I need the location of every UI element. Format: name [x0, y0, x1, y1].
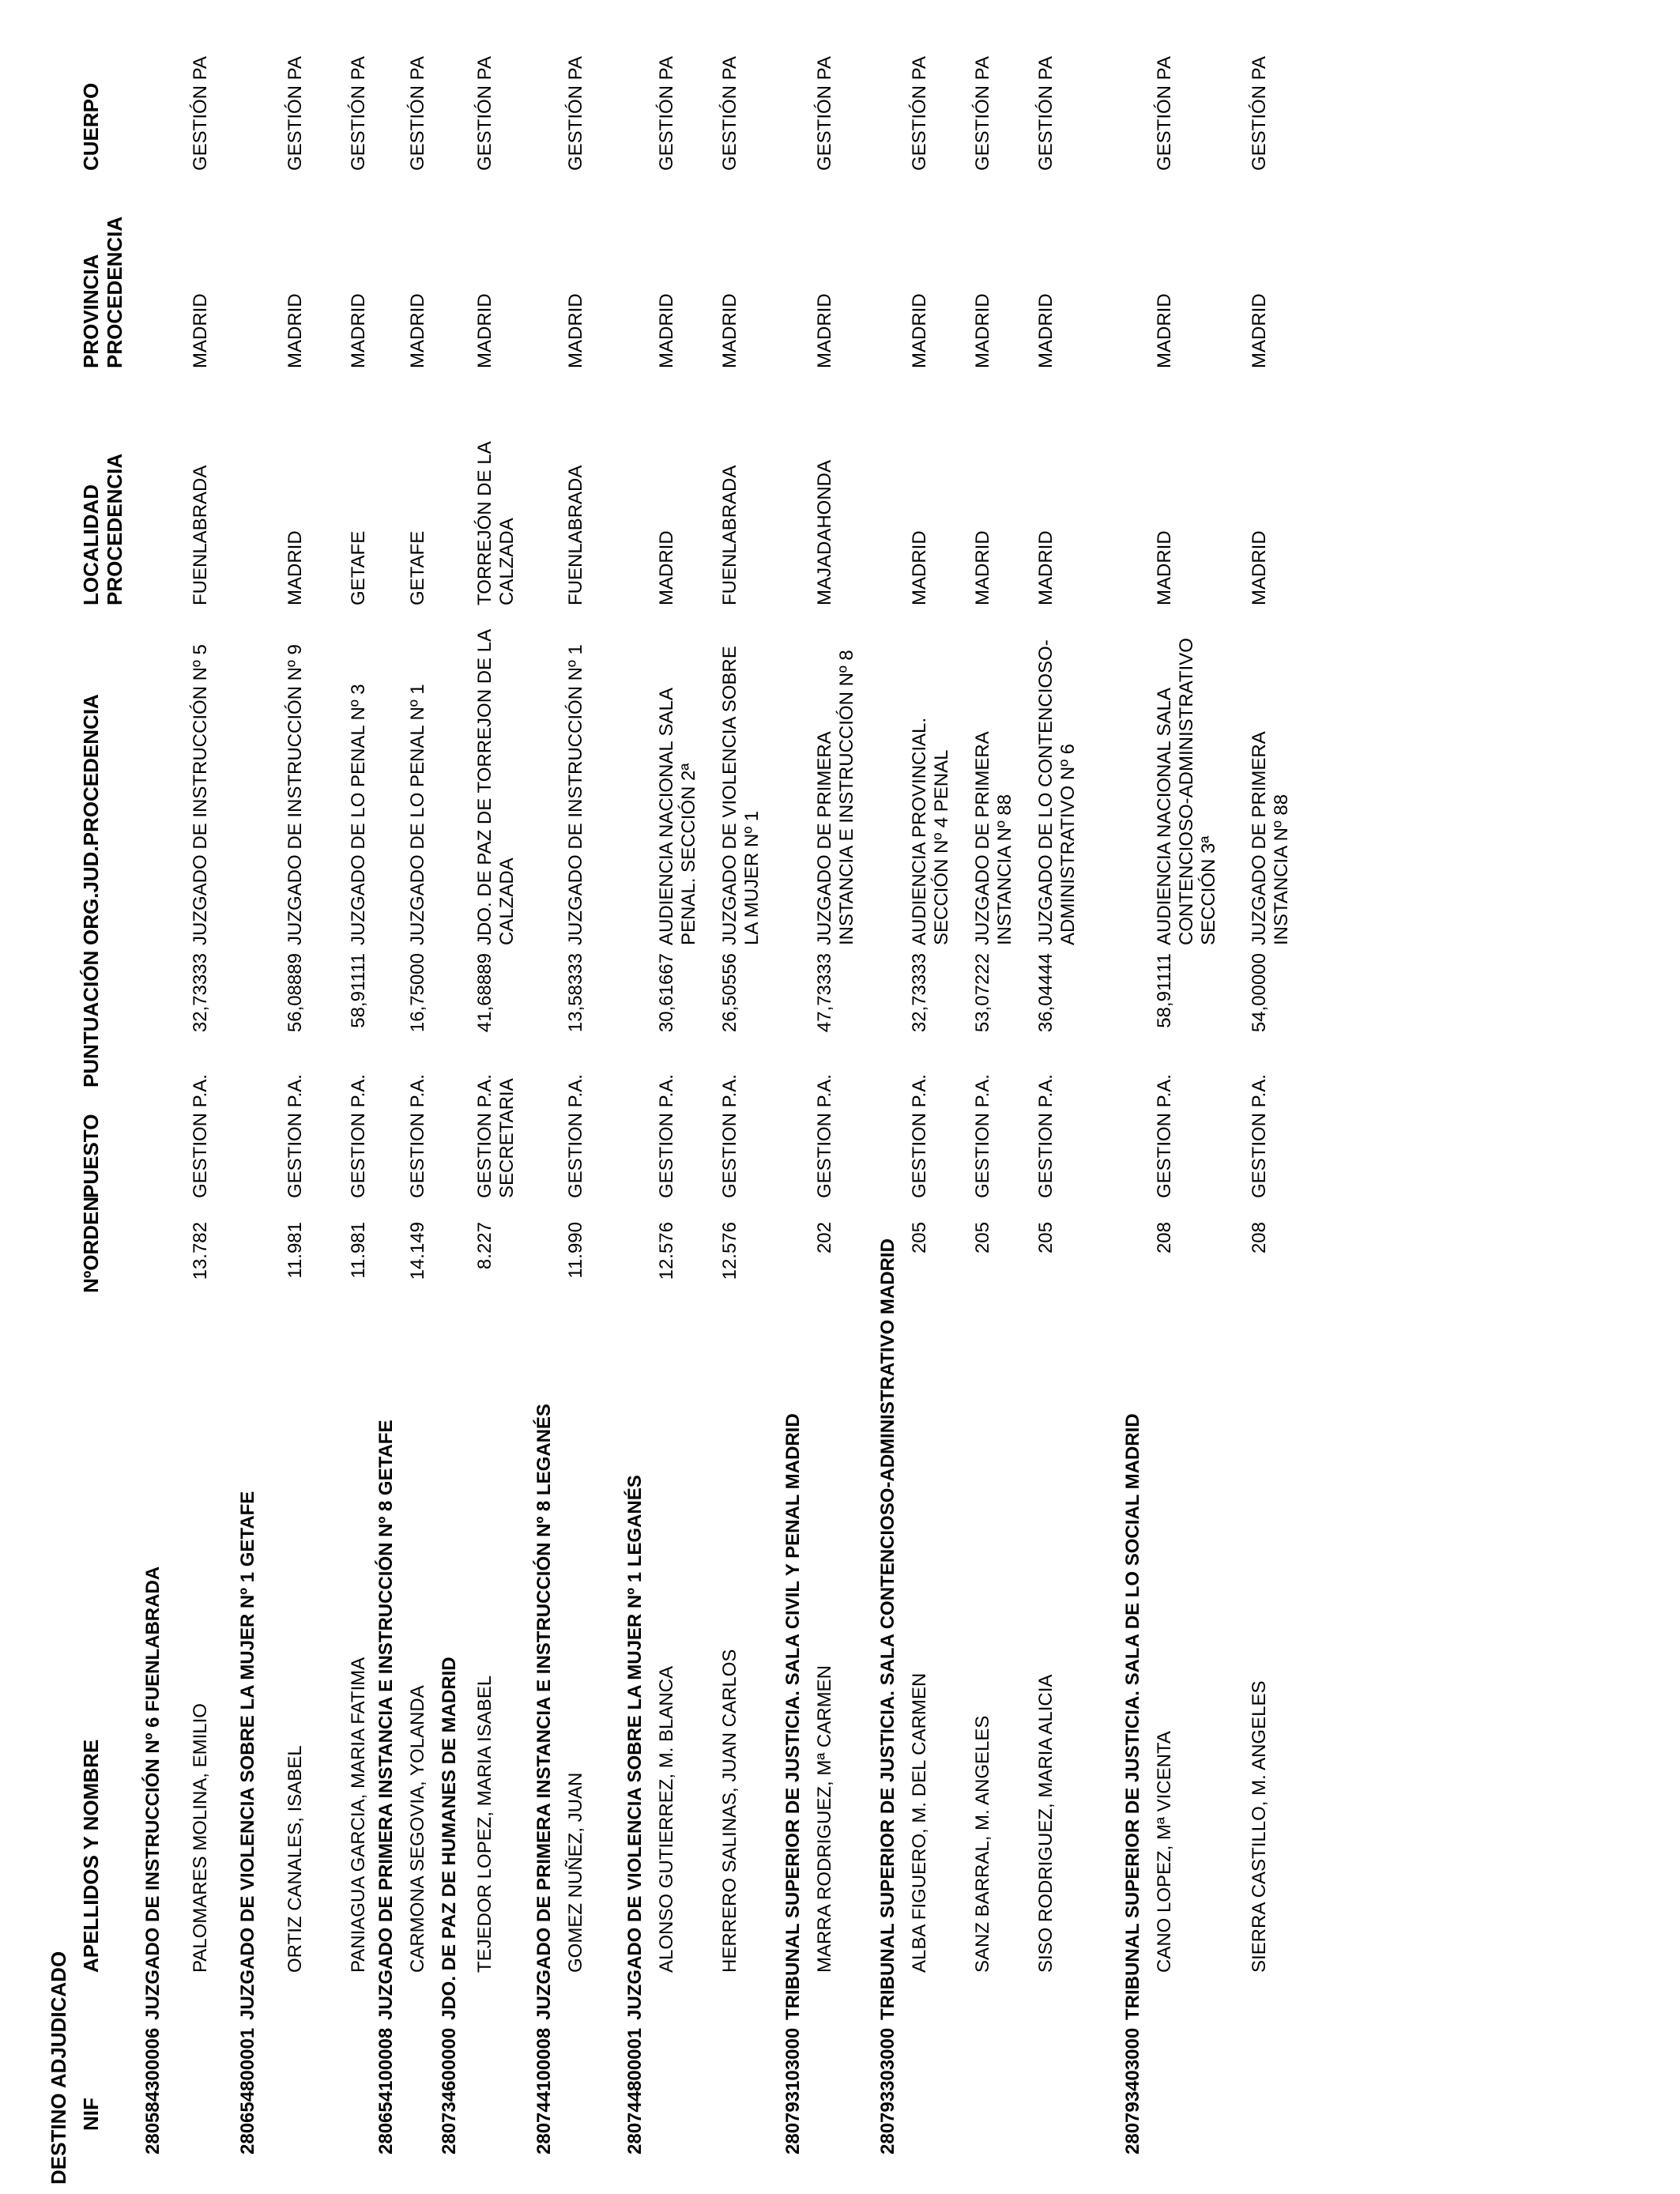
row-puesto: GESTION P.A. [284, 1074, 306, 1198]
row-puesto: GESTION P.A. [1249, 1074, 1270, 1198]
row-localidad: FUENLABRADA [719, 465, 740, 605]
row-cuerpo: GESTIÓN PA [1249, 56, 1270, 171]
row-provincia: MADRID [190, 293, 211, 368]
group-nif: 280744800001 [624, 2027, 646, 2154]
row-puesto: GESTION P.A. [190, 1074, 211, 1198]
row-org: AUDIENCIA NACIONAL SALA CONTENCIOSO-ADMINISTRATIVO SECCIÓN 3ª [1154, 638, 1219, 945]
row-puntuacion: 36,04444 [1035, 953, 1057, 1033]
row-org: JUZGADO DE PRIMERA INSTANCIA Nº 88 [1249, 732, 1292, 945]
row-puesto: GESTION P.A. [656, 1074, 677, 1198]
row-provincia: MADRID [814, 293, 835, 368]
row-orden: 208 [1249, 1222, 1270, 1254]
row-localidad: MADRID [1154, 530, 1175, 605]
row-nombre: ALONSO GUTIERREZ, M. BLANCA [656, 1665, 677, 1973]
row-org: AUDIENCIA PROVINCIAL. SECCIÓN Nº 4 PENAL [909, 717, 952, 945]
row-puesto: GESTION P.A. [1154, 1074, 1175, 1198]
row-puesto: GESTION P.A. [407, 1074, 428, 1198]
row-provincia: MADRID [972, 293, 993, 368]
row-cuerpo: GESTIÓN PA [909, 56, 930, 171]
row-puesto: GESTION P.A. [565, 1074, 586, 1198]
row-orden: 205 [1035, 1222, 1057, 1254]
row-cuerpo: GESTIÓN PA [565, 56, 586, 171]
row-cuerpo: GESTIÓN PA [284, 56, 306, 171]
row-provincia: MADRID [565, 293, 586, 368]
row-puesto: GESTION P.A. [972, 1074, 993, 1198]
header-cuerpo: CUERPO [79, 82, 103, 171]
row-provincia: MADRID [1154, 293, 1175, 368]
row-cuerpo: GESTIÓN PA [972, 56, 993, 171]
header-puntuacion: PUNTUACIÓN [79, 950, 103, 1088]
group-nif: 280734600000 [439, 2027, 460, 2154]
group-nif: 280654100008 [375, 2027, 397, 2154]
row-provincia: MADRID [1035, 293, 1057, 368]
row-org: JUZGADO DE INSTRUCCIÓN Nº 1 [565, 644, 586, 945]
row-nombre: ORTIZ CANALES, ISABEL [284, 1745, 306, 1973]
header-localidad: LOCALIDAD PROCEDENCIA [79, 453, 126, 605]
row-nombre: SISO RODRIGUEZ, MARIA ALICIA [1035, 1674, 1057, 1973]
row-orden: 8.227 [474, 1222, 495, 1270]
row-puntuacion: 54,00000 [1249, 953, 1270, 1033]
group-nif: 280793403000 [1122, 2027, 1143, 2154]
row-orden: 11.990 [565, 1222, 586, 1279]
group-destino: TRIBUNAL SUPERIOR DE JUSTICIA. SALA CONTENCIOSO-ADMINISTRATIVO MADRID [877, 1238, 898, 2020]
row-nombre: SIERRA CASTILLO, M. ANGELES [1249, 1680, 1270, 1973]
header-org: ORG.JUD.PROCEDENCIA [79, 694, 103, 945]
row-localidad: MADRID [972, 530, 993, 605]
row-provincia: MADRID [407, 293, 428, 368]
row-orden: 202 [814, 1222, 835, 1254]
row-org: JUZGADO DE LO CONTENCIOSO-ADMINISTRATIVO Nº 6 [1035, 639, 1079, 945]
row-nombre: ALBA FIGUERO, M. DEL CARMEN [909, 1672, 930, 1973]
row-nombre: CANO LOPEZ, Mª VICENTA [1154, 1731, 1175, 1973]
row-orden: 13.782 [190, 1222, 211, 1280]
row-puntuacion: 58,91111 [348, 953, 369, 1028]
row-orden: 14.149 [407, 1222, 428, 1280]
row-orden: 205 [909, 1222, 930, 1254]
row-org: AUDIENCIA NACIONAL SALA PENAL. SECCIÓN 2ª [656, 688, 699, 945]
row-puntuacion: 13,58333 [565, 953, 586, 1033]
group-nif: 280654800001 [237, 2027, 258, 2154]
group-destino: JUZGADO DE PRIMERA INSTANCIA E INSTRUCCIÓN Nº 8 GETAFE [375, 1419, 397, 2020]
row-puntuacion: 58,91111 [1154, 953, 1175, 1028]
group-destino: TRIBUNAL SUPERIOR DE JUSTICIA. SALA DE LO SOCIAL MADRID [1122, 1413, 1143, 2020]
row-puntuacion: 47,73333 [814, 953, 835, 1033]
row-localidad: MADRID [656, 530, 677, 605]
row-provincia: MADRID [719, 293, 740, 368]
row-puntuacion: 32,73333 [909, 953, 930, 1033]
row-nombre: PALOMARES MOLINA, EMILIO [190, 1703, 211, 1973]
row-nombre: SANZ BARRAL, M. ANGELES [972, 1715, 993, 1973]
row-org: JUZGADO DE LO PENAL Nº 1 [407, 684, 428, 945]
row-localidad: MADRID [1035, 530, 1057, 605]
row-localidad: FUENLABRADA [190, 465, 211, 605]
row-orden: 208 [1154, 1222, 1175, 1254]
row-cuerpo: GESTIÓN PA [719, 56, 740, 171]
row-nombre: TEJEDOR LOPEZ, MARIA ISABEL [474, 1675, 495, 1973]
row-nombre: CARMONA SEGOVIA, YOLANDA [407, 1685, 428, 1973]
row-org: JUZGADO DE VIOLENCIA SOBRE LA MUJER Nº 1 [719, 646, 763, 945]
row-provincia: MADRID [1249, 293, 1270, 368]
row-cuerpo: GESTIÓN PA [814, 56, 835, 171]
row-cuerpo: GESTIÓN PA [348, 56, 369, 171]
header-orden: NºORDEN [79, 1196, 103, 1293]
row-localidad: MAJADAHONDA [814, 459, 835, 605]
row-puesto: GESTION P.A. SECRETARIA [474, 1074, 518, 1198]
row-nombre: HERRERO SALINAS, JUAN CARLOS [719, 1649, 740, 1973]
row-cuerpo: GESTIÓN PA [1154, 56, 1175, 171]
row-org: JUZGADO DE PRIMERA INSTANCIA Nº 88 [972, 732, 1015, 945]
row-localidad: MADRID [284, 530, 306, 605]
row-orden: 11.981 [284, 1222, 306, 1279]
group-destino: TRIBUNAL SUPERIOR DE JUSTICIA. SALA CIVIL Y PENAL MADRID [782, 1413, 804, 2020]
group-nif: 280584300006 [142, 2027, 164, 2154]
row-puesto: GESTION P.A. [814, 1074, 835, 1198]
row-org: JUZGADO DE LO PENAL Nº 3 [348, 684, 369, 945]
group-destino: JUZGADO DE PRIMERA INSTANCIA E INSTRUCCIÓN Nº 8 LEGANÉS [533, 1404, 555, 2020]
row-org: JUZGADO DE PRIMERA INSTANCIA E INSTRUCCIÓN Nº 8 [814, 650, 857, 945]
group-destino: JUZGADO DE VIOLENCIA SOBRE LA MUJER Nº 1 GETAFE [237, 1491, 258, 2020]
row-cuerpo: GESTIÓN PA [474, 56, 495, 171]
row-localidad: GETAFE [348, 530, 369, 605]
row-nombre: PANIAGUA GARCIA, MARIA FATIMA [348, 1657, 369, 1973]
header-provincia: PROVINCIA PROCEDENCIA [79, 216, 126, 368]
header-nombre: APELLIDOS Y NOMBRE [79, 1739, 103, 1973]
row-cuerpo: GESTIÓN PA [1035, 56, 1057, 171]
row-puntuacion: 32,73333 [190, 953, 211, 1033]
row-provincia: MADRID [284, 293, 306, 368]
row-org: JUZGADO DE INSTRUCCIÓN Nº 9 [284, 644, 306, 945]
row-orden: 205 [972, 1222, 993, 1254]
row-nombre: GOMEZ NUÑEZ, JUAN [565, 1772, 586, 1973]
group-destino: JDO. DE PAZ DE HUMANES DE MADRID [439, 1657, 460, 2020]
row-provincia: MADRID [656, 293, 677, 368]
row-puesto: GESTION P.A. [909, 1074, 930, 1198]
row-orden: 12.576 [719, 1222, 740, 1280]
row-provincia: MADRID [474, 293, 495, 368]
row-puesto: GESTION P.A. [719, 1074, 740, 1198]
group-nif: 280744100008 [533, 2027, 555, 2154]
row-puntuacion: 26,50556 [719, 953, 740, 1033]
row-localidad: FUENLABRADA [565, 465, 586, 605]
row-puntuacion: 53,07222 [972, 953, 993, 1033]
header-nif: NIF [79, 2098, 103, 2131]
row-puntuacion: 41,68889 [474, 953, 495, 1033]
row-provincia: MADRID [348, 293, 369, 368]
row-puntuacion: 16,75000 [407, 953, 428, 1033]
row-puesto: GESTION P.A. [348, 1074, 369, 1198]
row-puesto: GESTION P.A. [1035, 1074, 1057, 1198]
group-destino: JUZGADO DE VIOLENCIA SOBRE LA MUJER Nº 1 LEGANÉS [624, 1475, 646, 2020]
row-localidad: GETAFE [407, 530, 428, 605]
row-provincia: MADRID [909, 293, 930, 368]
header-puesto: PUESTO [79, 1114, 103, 1198]
row-puntuacion: 30,61667 [656, 953, 677, 1033]
row-orden: 12.576 [656, 1222, 677, 1280]
row-localidad: TORREJÓN DE LA CALZADA [474, 442, 518, 605]
row-localidad: MADRID [909, 530, 930, 605]
section-label: DESTINO ADJUDICADO [47, 1951, 70, 2185]
row-nombre: MARRA RODRIGUEZ, Mª CARMEN [814, 1665, 835, 1973]
row-org: JUZGADO DE INSTRUCCIÓN Nº 5 [190, 644, 211, 945]
group-destino: JUZGADO DE INSTRUCCIÓN Nº 6 FUENLABRADA [142, 1566, 164, 2020]
row-cuerpo: GESTIÓN PA [656, 56, 677, 171]
group-nif: 280793303000 [877, 2027, 898, 2154]
row-org: JDO. DE PAZ DE TORREJON DE LA CALZADA [474, 630, 518, 945]
row-cuerpo: GESTIÓN PA [190, 56, 211, 171]
row-cuerpo: GESTIÓN PA [407, 56, 428, 171]
row-puntuacion: 56,08889 [284, 953, 306, 1033]
row-localidad: MADRID [1249, 530, 1270, 605]
row-orden: 11.981 [348, 1222, 369, 1279]
group-nif: 280793103000 [782, 2027, 804, 2154]
